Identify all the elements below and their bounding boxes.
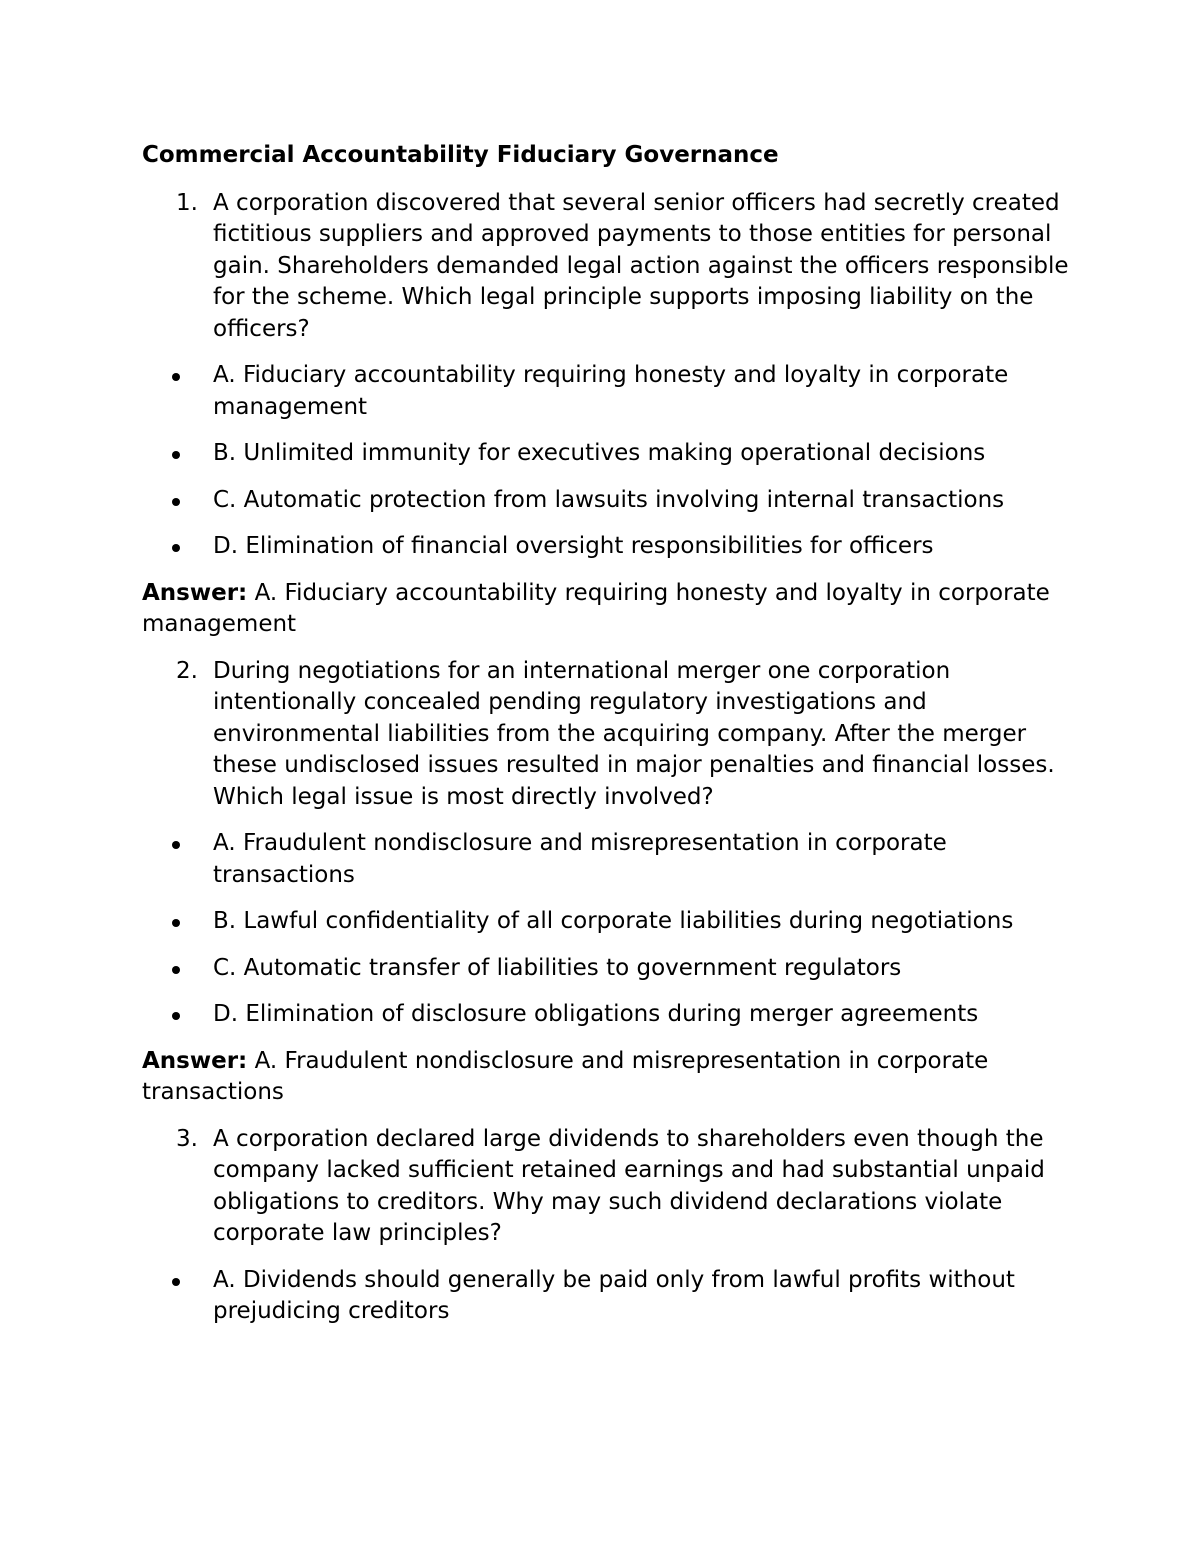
answer-text: A. Fiduciary accountability requiring honesty and loyalty in corporate management <box>142 579 1050 637</box>
question-2 <box>142 656 1072 814</box>
question-number: 2. <box>176 657 198 684</box>
question-number: 3. <box>176 1125 198 1152</box>
option-text: C. Automatic protection from lawsuits involving internal transactions <box>213 486 1005 513</box>
answer-text: A. Fraudulent nondisclosure and misrepresentation in corporate transactions <box>142 1047 989 1105</box>
bullet-icon <box>172 544 180 552</box>
option-text: C. Automatic transfer of liabilities to government regulators <box>213 954 902 981</box>
option-text: A. Dividends should generally be paid only from lawful profits without prejudicing creditors <box>213 1266 1015 1324</box>
bullet-icon <box>172 841 180 849</box>
option-text: B. Unlimited immunity for executives making operational decisions <box>213 440 986 466</box>
bullet-icon <box>172 451 180 459</box>
option-item <box>142 999 1072 1031</box>
answer-line <box>142 578 1072 641</box>
option-item <box>142 828 1072 891</box>
bullet-icon <box>172 373 180 381</box>
option-item <box>142 906 1072 938</box>
option-text: A. Fraudulent nondisclosure and misrepresentation in corporate transactions <box>213 830 947 888</box>
answer-label: Answer: <box>142 1047 248 1074</box>
bullet-icon <box>172 1012 180 1020</box>
answer-line <box>142 1046 1072 1109</box>
option-text: D. Elimination of financial oversight responsibilities for officers <box>213 533 934 559</box>
option-item <box>142 360 1072 423</box>
question-text: During negotiations for an international merger one corporation intentionally concealed pending regulatory investigations and environmental liabilities from the acquiring company. After the merger these undisclosed issues resulted in major penalties and financial losses. Which legal issue is most directly involved? <box>213 657 1055 810</box>
bullet-icon <box>172 498 180 506</box>
option-item <box>142 485 1072 517</box>
question-1 <box>142 188 1072 346</box>
question-3 <box>142 1124 1072 1250</box>
bullet-icon <box>172 1278 180 1286</box>
option-item <box>142 1265 1072 1328</box>
bullet-icon <box>172 919 180 927</box>
option-item <box>142 953 1072 985</box>
document-title: Commercial Accountability Fiduciary Governance <box>142 142 779 168</box>
question-text: A corporation discovered that several senior officers had secretly created fictitious suppliers and approved payments to those entities for personal gain. Shareholders demanded legal action against the officers responsible for the scheme. Which legal principle supports imposing liability on the officers? <box>213 189 1069 342</box>
answer-label: Answer: <box>142 579 248 606</box>
option-text: A. Fiduciary accountability requiring honesty and loyalty in corporate management <box>213 362 1009 420</box>
option-item <box>142 438 1072 470</box>
question-number: 1. <box>176 189 198 216</box>
option-text: D. Elimination of disclosure obligations during merger agreements <box>213 1001 979 1027</box>
question-text: A corporation declared large dividends to shareholders even though the company lacked sufficient retained earnings and had substantial unpaid obligations to creditors. Why may such dividend declarations violate corporate law principles? <box>213 1125 1045 1246</box>
option-item <box>142 531 1072 563</box>
bullet-icon <box>172 966 180 974</box>
document-page <box>142 140 1072 1343</box>
option-text: B. Lawful confidentiality of all corporate liabilities during negotiations <box>213 908 1014 934</box>
